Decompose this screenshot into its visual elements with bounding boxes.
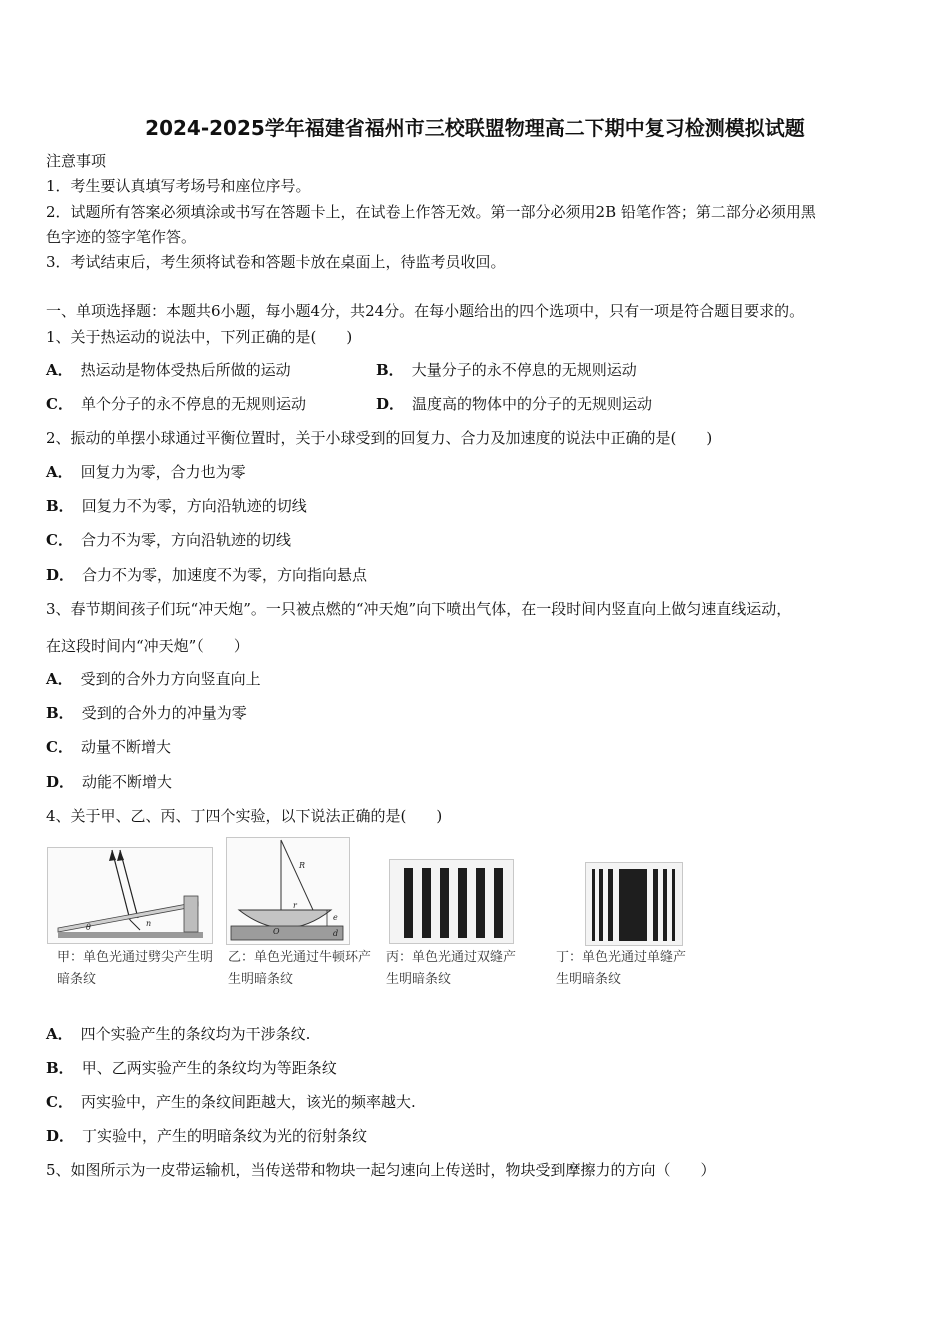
option-text: 回复力不为零，方向沿轨迹的切线 bbox=[81, 497, 307, 515]
option-text: 丙实验中，产生的条纹间距越大，该光的频率越大. bbox=[80, 1093, 416, 1111]
option-text: 动量不断增大 bbox=[80, 738, 171, 756]
option-letter: D． bbox=[46, 773, 75, 791]
figure-single-slit bbox=[585, 862, 683, 946]
q4-option-d bbox=[46, 1126, 367, 1146]
q1-option-d bbox=[376, 394, 652, 414]
section-heading: 一、单项选择题：本题共6小题，每小题4分，共24分。在每小题给出的四个选项中，只有一项是符合题目要求的。 bbox=[46, 302, 805, 320]
option-letter: C． bbox=[46, 531, 73, 549]
label-O: O bbox=[273, 927, 280, 936]
label-n: n bbox=[146, 919, 152, 928]
option-text: 甲、乙两实验产生的条纹均为等距条纹 bbox=[81, 1059, 337, 1077]
q2-option-b bbox=[46, 496, 307, 516]
q2-option-a bbox=[46, 462, 246, 482]
option-letter: A． bbox=[46, 1025, 73, 1043]
option-letter: B． bbox=[376, 361, 404, 379]
option-letter: B． bbox=[46, 497, 74, 515]
option-text: 温度高的物体中的分子的无规则运动 bbox=[412, 395, 653, 413]
question-3-stem: 3、春节期间孩子们玩“冲天炮”。一只被点燃的“冲天炮”向下喷出气体，在一段时间内竖直向上做匀速直线运动， bbox=[46, 600, 792, 618]
notice-item: 1．考生要认真填写考场号和座位序号。 bbox=[46, 177, 311, 195]
option-text: 动能不断增大 bbox=[82, 773, 173, 791]
figure-wedge bbox=[47, 847, 213, 944]
option-text: 受到的合外力方向竖直向上 bbox=[80, 670, 261, 688]
option-letter: D． bbox=[46, 1127, 75, 1145]
question-1-stem: 1、关于热运动的说法中，下列正确的是( ) bbox=[46, 328, 353, 346]
option-text: 回复力为零，合力也为零 bbox=[80, 463, 246, 481]
option-text: 丁实验中，产生的明暗条纹为光的衍射条纹 bbox=[82, 1127, 368, 1145]
option-text: 合力不为零，加速度不为零，方向指向悬点 bbox=[82, 566, 368, 584]
q3-option-b bbox=[46, 703, 247, 723]
label-e: e bbox=[333, 913, 338, 922]
question-3-stem-cont: 在这段时间内“冲天炮”（ ） bbox=[46, 637, 249, 655]
question-4-stem: 4、关于甲、乙、丙、丁四个实验，以下说法正确的是( ) bbox=[46, 807, 443, 825]
double-slit-fringes bbox=[390, 860, 513, 943]
newton-ring-diagram bbox=[227, 838, 349, 944]
option-text: 大量分子的永不停息的无规则运动 bbox=[411, 361, 637, 379]
notice-item: 3．考试结束后，考生须将试卷和答题卡放在桌面上，待监考员收回。 bbox=[46, 253, 506, 271]
option-text: 合力不为零，方向沿轨迹的切线 bbox=[80, 531, 291, 549]
single-slit-fringes bbox=[586, 863, 682, 945]
notice-item: 色字迹的签字笔作答。 bbox=[46, 228, 197, 246]
option-text: 单个分子的永不停息的无规则运动 bbox=[80, 395, 306, 413]
q2-option-d bbox=[46, 565, 367, 585]
option-letter: A． bbox=[46, 361, 73, 379]
question-5-stem: 5、如图所示为一皮带运输机，当传送带和物块一起匀速向上传送时，物块受到摩擦力的方向（ ） bbox=[46, 1161, 716, 1179]
figure-caption: 丙：单色光通过双缝产生明暗条纹 bbox=[386, 950, 517, 987]
label-R: R bbox=[299, 861, 306, 870]
option-text: 四个实验产生的条纹均为干涉条纹. bbox=[80, 1025, 311, 1043]
question-2-stem: 2、振动的单摆小球通过平衡位置时，关于小球受到的回复力、合力及加速度的说法中正确的是( ) bbox=[46, 429, 713, 447]
label-theta: θ bbox=[86, 923, 91, 932]
q4-option-b bbox=[46, 1058, 337, 1078]
figure-caption: 丁：单色光通过单缝产生明暗条纹 bbox=[556, 950, 687, 987]
q1-option-c bbox=[46, 394, 306, 414]
q3-option-a bbox=[46, 669, 261, 689]
option-letter: C． bbox=[46, 395, 73, 413]
option-letter: D． bbox=[46, 566, 75, 584]
option-letter: B． bbox=[46, 704, 74, 722]
q2-option-c bbox=[46, 530, 291, 550]
label-r: r bbox=[293, 901, 297, 910]
q3-option-c bbox=[46, 737, 171, 757]
q4-option-a bbox=[46, 1024, 310, 1044]
q3-option-d bbox=[46, 772, 172, 792]
option-text: 热运动是物体受热后所做的运动 bbox=[80, 361, 291, 379]
notice-heading: 注意事项 bbox=[46, 152, 107, 170]
q1-option-a bbox=[46, 360, 291, 380]
figure-double-slit bbox=[389, 859, 514, 944]
notice-item: 2．试题所有答案必须填涂或书写在答题卡上，在试卷上作答无效。第一部分必须用2B 铅笔作答；第二部分必须用黑 bbox=[46, 203, 816, 221]
figure-caption: 甲：单色光通过劈尖产生明暗条纹 bbox=[57, 950, 214, 987]
option-letter: B． bbox=[46, 1059, 74, 1077]
option-text: 受到的合外力的冲量为零 bbox=[81, 704, 247, 722]
wedge-diagram bbox=[48, 848, 212, 943]
q4-option-c bbox=[46, 1092, 416, 1112]
option-letter: A． bbox=[46, 463, 73, 481]
option-letter: C． bbox=[46, 738, 73, 756]
figure-newton-ring bbox=[226, 837, 350, 945]
figure-caption: 乙：单色光通过牛顿环产生明暗条纹 bbox=[228, 950, 372, 987]
option-letter: D． bbox=[376, 395, 405, 413]
page-title: 2024-2025学年福建省福州市三校联盟物理高二下期中复习检测模拟试题 bbox=[145, 116, 805, 140]
option-letter: C． bbox=[46, 1093, 73, 1111]
option-letter: A． bbox=[46, 670, 73, 688]
label-d: d bbox=[333, 929, 339, 938]
q1-option-b bbox=[376, 360, 637, 380]
